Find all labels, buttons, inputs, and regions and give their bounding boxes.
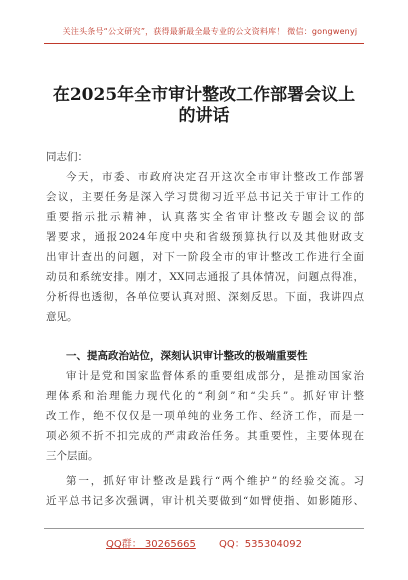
para2-line: 项必须不折不扣完成的严肃政治任务。其重要性，主要体现在 bbox=[46, 430, 364, 442]
para2-line: 改工作，绝不仅仅是一项单纯的业务工作、经济工作，而是一 bbox=[46, 410, 364, 422]
section-heading: 一、提高政治站位，深刻认识审计整改的极端重要性 bbox=[66, 350, 308, 362]
para3-line: 近平总书记多次强调，审计机关要做到“如臂使指、如影随形、 bbox=[46, 495, 364, 507]
footer-divider bbox=[44, 528, 364, 529]
header-notice: 关注头条号“公文研究”，获得最新最全最专业的公文资料库！ 微信：gongwenyj bbox=[62, 27, 358, 36]
footer-qq[interactable]: QQ：535304092 bbox=[219, 539, 303, 550]
para1-line: 分析得也透彻，各单位要认真对照、深刻反思。下面，我讲四点 bbox=[46, 291, 364, 303]
para1-line: 重要指示批示精神，认真落实全省审计整改专题会议的部 bbox=[46, 211, 364, 223]
header-divider bbox=[44, 43, 364, 44]
para1-line: 署要求，通报2024年度中央和省级预算执行以及其他财政支 bbox=[46, 231, 364, 243]
para1-line: 动员和系统安排。刚才，XX同志通报了具体情况，问题点得准， bbox=[46, 271, 364, 283]
para2-line: 三个层面。 bbox=[46, 450, 99, 462]
para2-line: 审计是党和国家监督体系的重要组成部分，是推动国家治 bbox=[66, 370, 364, 382]
para1-line: 今天，市委、市政府决定召开这次全市审计整改工作部署 bbox=[66, 171, 364, 183]
footer-qq-group[interactable]: QQ群： 30265665 bbox=[105, 539, 196, 550]
salutation: 同志们： bbox=[46, 151, 88, 163]
para1-line: 出审计查出的问题，对下一阶段全市的审计整改工作进行全面 bbox=[46, 251, 364, 263]
footer-contact bbox=[0, 535, 408, 550]
para1-line: 意见。 bbox=[46, 311, 78, 323]
document-title-line2: 的讲话 bbox=[178, 106, 230, 126]
para1-line: 会议，主要任务是深入学习贯彻习近平总书记关于审计工作的 bbox=[46, 191, 364, 203]
para3-line: 第一，抓好审计整改是践行“两个维护”的经验交流。习 bbox=[66, 475, 364, 487]
document-title-line1: 在2025年全市审计整改工作部署会议上 bbox=[52, 85, 356, 105]
para2-line: 理体系和治理能力现代化的“利剑”和“尖兵”。抓好审计整 bbox=[46, 390, 364, 402]
